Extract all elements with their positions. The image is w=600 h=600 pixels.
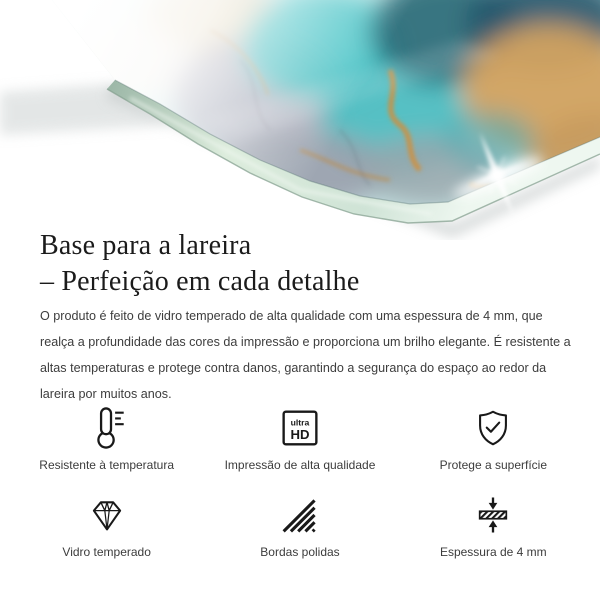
product-description: O produto é feito de vidro temperado de alta qualidade com uma espessura de 4 mm, que realça a profundidade das cores da impressão e proporciona um brilho elegante. É resistente a altas temperaturas e protege contra danos, garantindo a segurança do espaço ao redor da lareira por muitos anos. bbox=[40, 309, 571, 401]
feature-label: Bordas polidas bbox=[260, 545, 340, 559]
ultra-hd-text-top: ultra bbox=[290, 417, 310, 428]
title-line-1: Base para a lareira bbox=[40, 230, 252, 261]
product-hero-image bbox=[0, 0, 600, 240]
feature-item bbox=[10, 489, 203, 560]
feature-label: Resistente à temperatura bbox=[39, 458, 175, 472]
polished-edges-icon bbox=[280, 489, 320, 541]
ultra-hd-icon bbox=[280, 402, 320, 454]
glass-panel-art bbox=[0, 0, 600, 240]
feature-item bbox=[397, 489, 590, 560]
diamond-icon bbox=[86, 489, 128, 541]
feature-item bbox=[203, 489, 396, 560]
feature-grid bbox=[10, 402, 590, 560]
title-line-2: – Perfeição em cada detalhe bbox=[40, 266, 360, 297]
thickness-icon bbox=[473, 489, 513, 541]
feature-label: Impressão de alta qualidade bbox=[224, 458, 376, 472]
feature-label: Protege a superfície bbox=[439, 458, 548, 472]
feature-label: Espessura de 4 mm bbox=[439, 545, 547, 559]
feature-item bbox=[397, 402, 590, 473]
feature-item bbox=[203, 402, 396, 473]
feature-item bbox=[10, 402, 203, 473]
page-title bbox=[40, 228, 570, 300]
shield-check-icon bbox=[473, 402, 513, 454]
feature-label: Vidro temperado bbox=[62, 545, 151, 559]
ultra-hd-text-bottom: HD bbox=[290, 426, 310, 442]
thermometer-icon bbox=[86, 402, 128, 454]
